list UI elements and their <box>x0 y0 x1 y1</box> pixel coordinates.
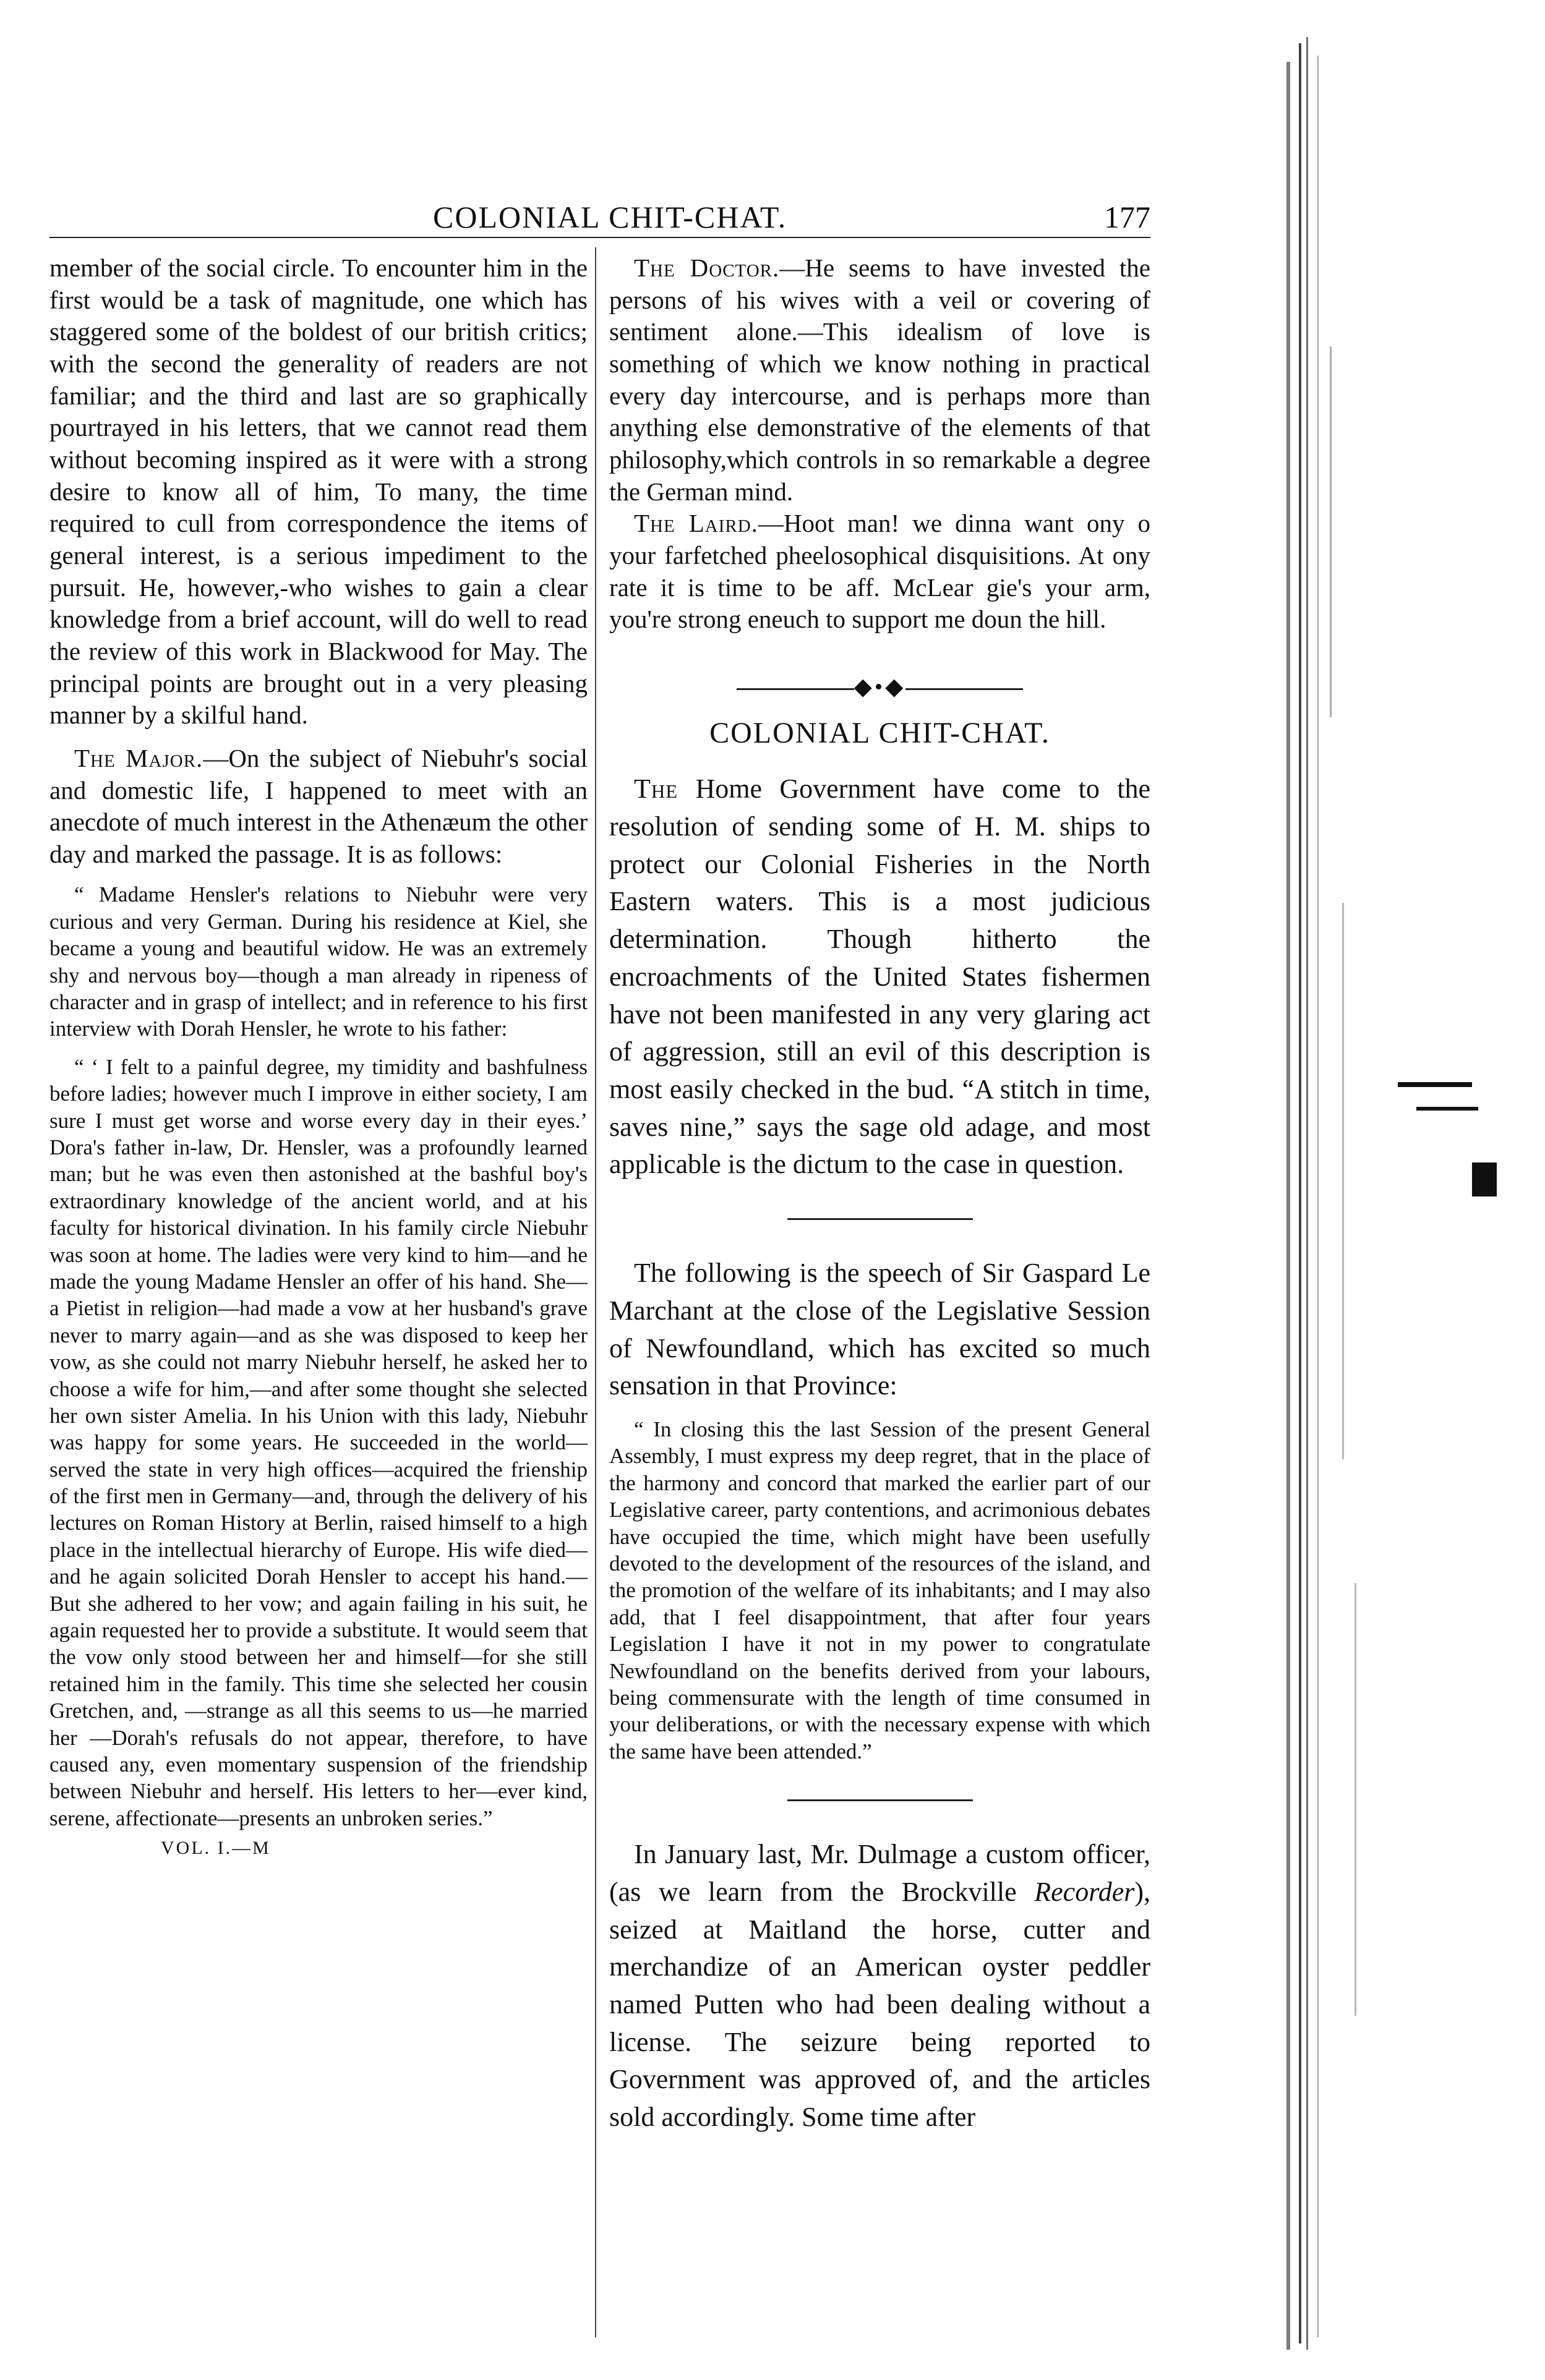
left-column <box>49 252 588 1860</box>
section-ornament: ◆•◆ <box>609 673 1150 702</box>
header-rule <box>49 237 1150 238</box>
block-quote: “ In closing this the last Session of the present General Assembly, I must express my deep regret, that in the place of the harmony and concord that marked the earlier part of our Legislative career, party contentions, and acrimonious debates have occupied the time, which might have been usefully devoted to the development of the resources of the island, and the promotion of the welfare of its inhabitants; and I may also add, that I feel disappointment, that after four years Legislation I have it not in my power to congratulate Newfoundland on the benefits derived from your labours, being commensurate with the length of time consumed in your deliberations, or with the necessary expense with which the same have been attended.” <box>609 1417 1150 1764</box>
paragraph-text: Home Government have come to the resolution of sending some of H. M. ships to protect our Colonial Fisheries in the North Eastern waters. This is a most judicious determination. Though hitherto the encroachments of the United States fishermen have not been manifested in any very glaring act of aggression, still an evil of this description is most easily checked in the bud. “A stitch in time, saves nine,” says the sage old adage, and most applicable is the dictum to the case in question. <box>609 774 1150 1180</box>
section-title: COLONIAL CHIT-CHAT. <box>709 716 1050 749</box>
dialogue-text: —He seems to have invested the persons of his wives with a veil or covering of sentiment alone.—This idealism of love is something of which we know nothing in practical every day intercourse, and is perhaps more than anything else demonstrative of the elements of that philosophy,which controls in so remarkable a degree the German mind. <box>609 254 1150 506</box>
paragraph <box>609 770 1150 1184</box>
running-head <box>49 199 1150 242</box>
signature-mark: VOL. I.—M <box>161 1838 271 1859</box>
paragraph: member of the social circle. To encounter him in the first would be a task of magnitude, one which has staggered some of the boldest of our british critics; with the second the generality of readers are not familiar; and the third and last are so graphically pourtrayed in his letters, that we cannot read them without becoming inspired as it were with a strong desire to know all of him, To many, the time required to cull from correspondence the items of general interest, is a serious impediment to the pursuit. He, however,-who wishes to gain a clear knowledge from a brief account, will do well to read the review of this work in Blackwood for May. The principal points are brought out in a very pleasing manner by a skilful hand. <box>49 254 588 730</box>
speaker-name: The Major. <box>74 743 203 772</box>
dialogue-text: —Hoot man! we dinna want ony o your farfetched pheelosophical disquisitions. At ony rate it is time to be aff. McLear gie's your arm, you're strong eneuch to support me doun the hill. <box>609 509 1150 634</box>
paragraph-text: ), seized at Maitland the horse, cutter and merchandize of an American oyster peddler named Putten who had been dealing without a license. The seizure being reported to Government was approved of, and the articles sold accordingly. Some time after <box>609 1876 1150 2133</box>
right-column <box>609 252 1150 2136</box>
dialogue-paragraph <box>609 252 1150 508</box>
speaker-name: The Laird. <box>634 509 758 538</box>
speaker-name: The Doctor. <box>634 254 780 282</box>
separator-rule <box>787 1799 973 1801</box>
lead-word: The <box>634 774 678 804</box>
dialogue-paragraph <box>609 508 1150 636</box>
paragraph-text: In January last, Mr. Dulmage a custom officer, (as we learn from the Brockville <box>609 1839 1150 1907</box>
block-quote: “ Madame Hensler's relations to Niebuhr were very curious and very German. During his residence at Kiel, she became a young and beautiful widow. He was an extremely shy and nervous boy—though a man already in ripeness of character and in grasp of intellect; and in reference to his first interview with Dorah Hensler, he wrote to his father: <box>49 882 588 1041</box>
page-number: 177 <box>1104 200 1150 234</box>
italic-text: Recorder <box>1034 1876 1135 1907</box>
paragraph: The following is the speech of Sir Gaspard Le Marchant at the close of the Legislative Session of Newfoundland, which has excited so much sensation in that Province: <box>609 1258 1150 1401</box>
paragraph <box>609 1836 1150 2136</box>
block-quote: “ ‘ I felt to a painful degree, my timidity and bashfulness before ladies; however much I improve in either society, I am sure I must get worse and worse every day in their eyes.’ Dora's father in-law, Dr. Hensler, was a profoundly learned man; but he was even then astonished at the bashful boy's extraordinary knowledge of the ancient world, and at his faculty for historical divination. In his family circle Niebuhr was soon at home. The ladies were very kind to him—and he made the young Madame Hensler an offer of his hand. She—a Pietist in religion—had made a vow at her husband's grave never to marry again—and as she was disposed to keep her vow, as she could not marry Niebuhr herself, he asked her to choose a wife for him,—and after some thought she selected her own sister Amelia. In his Union with this lady, Niebuhr was happy for some years. He succeeded in the world—served the state in very high offices—acquired the frienship of the first men in Germany—and, through the delivery of his lectures on Roman History at Berlin, raised himself to a high place in the intellectual hierarchy of Europe. His wife died—and he again solicited Dorah Hensler to accept his hand.—But she adhered to her vow; and again failing in his suit, he again requested her to provide a substitute. It would seem that the vow only stood between her and himself—for she still retained him in the family. This time she selected her cousin Gretchen, and, —strange as all this seems to us—he married her —Dorah's refusals do not appear, therefore, to have caused any, even momentary suspension of the friendship between Niebuhr and herself. His letters to her—ever kind, serene, affectionate—presents an unbroken series.” <box>49 1054 588 1830</box>
dialogue-paragraph <box>49 743 588 871</box>
scan-edge-artifact <box>1274 37 1534 2356</box>
dialogue-text: —On the subject of Niebuhr's social and domestic life, I happened to meet with an anecdote of much interest in the Athenæum the other day and marked the passage. It is as follows: <box>49 743 588 868</box>
separator-rule <box>787 1218 973 1220</box>
running-title: COLONIAL CHIT-CHAT. <box>433 200 787 234</box>
column-divider <box>595 247 596 2337</box>
